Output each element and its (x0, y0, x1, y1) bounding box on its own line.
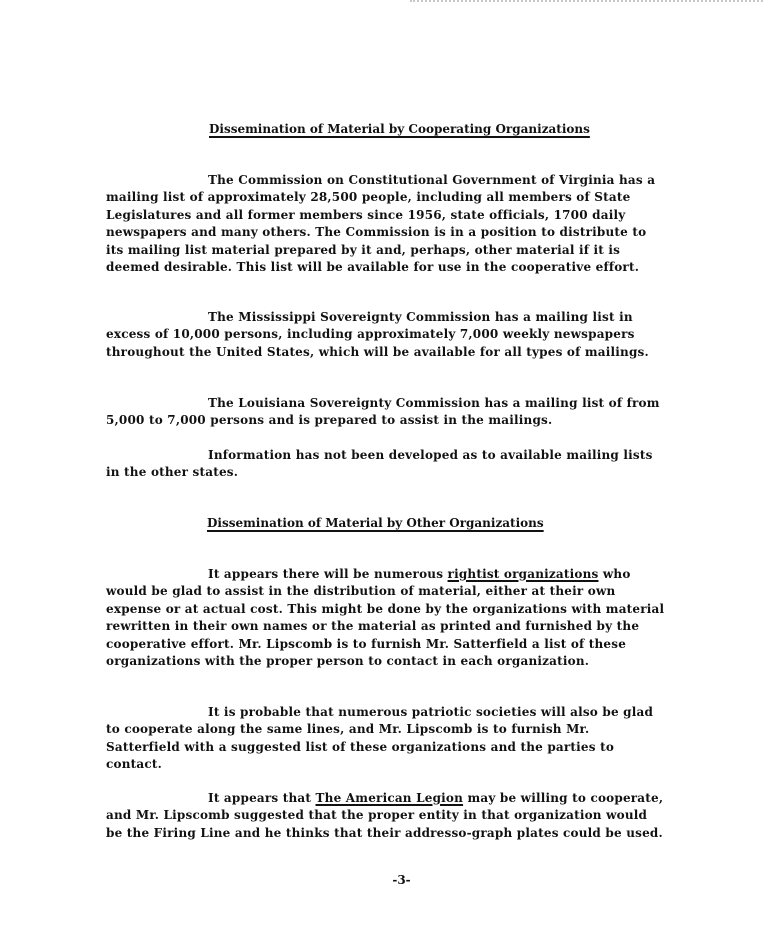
paragraph-text-before: It appears that (208, 791, 316, 805)
scan-edge-dots (410, 0, 763, 2)
heading-cooperating-organizations: Dissemination of Material by Cooperating Organizations (209, 122, 590, 136)
page-number: -3- (392, 873, 411, 887)
underlined-rightist-organizations: rightist organizations (447, 567, 599, 581)
heading-other-organizations: Dissemination of Material by Other Organizations (207, 516, 544, 530)
paragraph-other-states: Information has not been developed as to available mailing lists in the other states. (106, 448, 653, 480)
paragraph-text-after: who would be glad to assist in the distribution of material, either at their own expense or at actual cost. This might be done by the organizations with material rewritten in their own names or the material as printed and furnished by the cooperative effort. Mr. Lipscomb is to furnish Mr. Satterfield a list of these organizations with the proper person to contact in each organization. (106, 567, 665, 669)
paragraph-patriotic-societies: It is probable that numerous patriotic societies will also be glad to cooperate along the same lines, and Mr. Lipscomb is to furnish Mr. Satterfield with a suggested list of these organizations and the parties to contact. (106, 705, 654, 772)
paragraph-text-after: may be willing to cooperate, and Mr. Lipscomb suggested that the proper entity in that organization would be the Firing Line and he thinks that their addresso-graph plates could be used. (106, 791, 664, 840)
paragraph-american-legion (106, 790, 666, 842)
paragraph-mississippi-commission: The Mississippi Sovereignty Commission has a mailing list in excess of 10,000 persons, including approximately 7,000 weekly newspapers throughout the United States, which will be available for all types of mailings. (106, 310, 649, 359)
underlined-american-legion: The American Legion (315, 791, 464, 805)
paragraph-louisiana-commission: The Louisiana Sovereignty Commission has a mailing list of from 5,000 to 7,000 persons and is prepared to assist in the mailings. (106, 396, 660, 428)
paragraph-virginia-commission: The Commission on Constitutional Government of Virginia has a mailing list of approximately 28,500 people, including all members of State Legislatures and all former members since 1956, state officials, 1700 daily newspapers and many others. The Commission is in a position to distribute to its mailing list material prepared by it and, perhaps, other material if it is deemed desirable. This list will be available for use in the cooperative effort. (106, 173, 656, 275)
paragraph-text-before: It appears there will be numerous (208, 567, 448, 581)
paragraph-rightist-organizations (106, 566, 666, 670)
